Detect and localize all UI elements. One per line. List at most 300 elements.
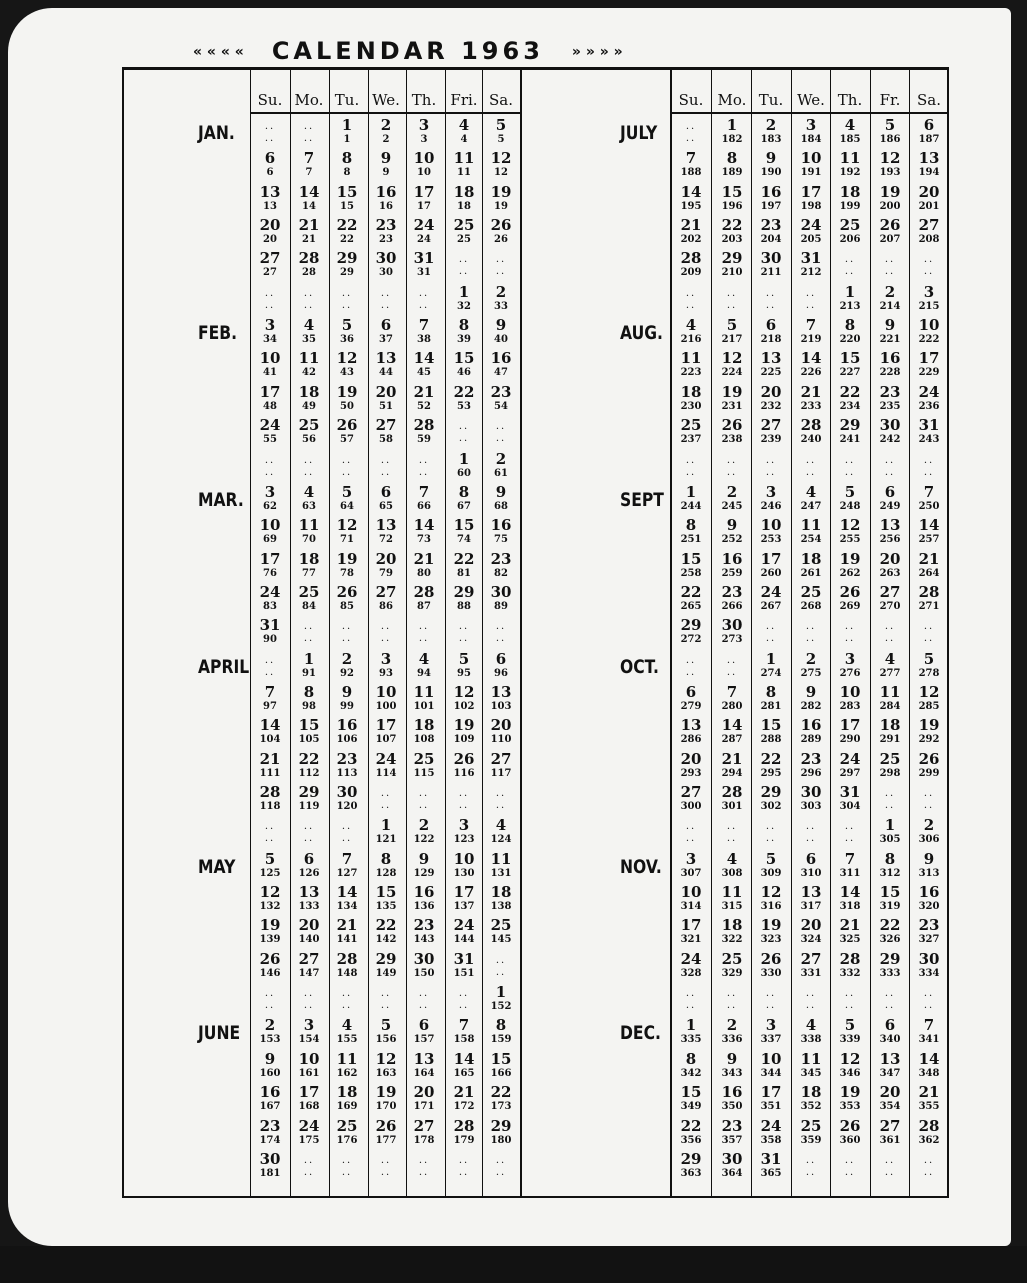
day-of-year: 129 (413, 867, 435, 879)
day-number: 25 (879, 749, 901, 768)
day-number: 2 (380, 116, 392, 134)
day-number: 20 (375, 549, 397, 568)
day-cell (872, 1018, 908, 1045)
day-number: 27 (680, 783, 702, 801)
day-number: 18 (800, 1083, 822, 1102)
day-number: 18 (336, 1083, 358, 1102)
month-label: JAN. (198, 122, 235, 144)
day-of-year: 84 (302, 600, 316, 612)
empty-day-cell (368, 285, 404, 311)
empty-day-cell (406, 785, 442, 811)
day-number: 27 (375, 582, 397, 601)
day-of-year: 150 (413, 967, 435, 979)
day-number: 31 (760, 1149, 782, 1168)
day-number: 12 (259, 883, 281, 902)
day-cell (368, 682, 404, 712)
empty-marker: .. (303, 988, 315, 1000)
day-number: 14 (413, 349, 435, 368)
day-cell (832, 518, 868, 545)
empty-marker: .. (923, 633, 935, 645)
day-number: 26 (760, 949, 782, 968)
day-cell (446, 949, 482, 979)
day-of-year: 86 (379, 600, 393, 612)
empty-marker: .. (264, 666, 276, 678)
empty-marker: .. (844, 454, 856, 466)
empty-day-cell (329, 618, 365, 644)
day-number: 15 (375, 883, 397, 902)
day-cell (911, 1049, 947, 1079)
day-of-year: 178 (413, 1134, 435, 1146)
day-number: 25 (490, 916, 512, 935)
day-of-year: 197 (760, 200, 782, 212)
empty-day-cell (446, 618, 482, 644)
day-number: 27 (879, 1116, 901, 1135)
empty-marker: .. (765, 621, 777, 633)
empty-marker: .. (884, 254, 896, 266)
day-number: 21 (336, 916, 358, 935)
day-of-year: 323 (760, 934, 782, 946)
day-cell (329, 718, 365, 745)
day-of-year: 165 (453, 1067, 475, 1079)
empty-day-cell (872, 785, 908, 811)
day-cell (911, 518, 947, 545)
day-cell (483, 749, 519, 779)
day-of-year: 153 (259, 1034, 281, 1046)
day-number: 26 (490, 216, 512, 235)
day-cell (291, 582, 327, 612)
day-number: 13 (800, 883, 822, 902)
day-cell (832, 318, 868, 345)
day-of-year: 309 (760, 867, 782, 879)
day-of-year: 263 (879, 567, 901, 579)
empty-marker: .. (685, 133, 697, 144)
empty-marker: .. (726, 1000, 738, 1012)
day-number: 27 (413, 1116, 435, 1135)
day-of-year: 37 (379, 334, 393, 346)
day-of-year: 100 (375, 700, 397, 712)
day-of-year: 278 (918, 667, 940, 679)
day-number: 17 (413, 182, 435, 201)
empty-marker: .. (884, 266, 896, 278)
day-number: 28 (259, 783, 281, 801)
day-of-year: 151 (453, 967, 475, 979)
day-number: 22 (680, 1116, 702, 1135)
day-number: 14 (680, 182, 702, 201)
empty-marker: .. (341, 633, 353, 645)
day-of-year: 214 (879, 300, 901, 312)
day-of-year: 64 (340, 500, 354, 512)
column-rule (670, 67, 672, 1198)
day-number: 20 (879, 549, 901, 568)
empty-marker: .. (380, 1154, 392, 1166)
day-number: 18 (413, 716, 435, 735)
empty-marker: .. (685, 654, 697, 666)
day-number: 9 (380, 149, 392, 168)
day-cell (673, 1149, 709, 1179)
day-cell (911, 549, 947, 579)
day-cell (673, 1085, 709, 1112)
empty-marker: .. (495, 633, 507, 645)
day-number: 29 (760, 783, 782, 801)
empty-marker: .. (458, 254, 470, 266)
day-of-year: 220 (839, 334, 861, 346)
column-rule (711, 67, 712, 1198)
day-cell (832, 218, 868, 245)
day-cell (911, 118, 947, 145)
day-number: 30 (721, 616, 743, 635)
empty-marker: .. (303, 633, 315, 645)
day-number: 4 (341, 1016, 353, 1035)
day-of-year: 294 (721, 767, 743, 779)
day-cell (673, 351, 709, 378)
day-number: 2 (264, 1016, 276, 1035)
day-cell (714, 549, 750, 579)
day-cell (291, 949, 327, 979)
day-cell (673, 518, 709, 545)
day-cell (753, 482, 789, 512)
day-cell (329, 849, 365, 879)
day-of-year: 4 (460, 134, 468, 145)
day-number: 14 (259, 716, 281, 735)
day-number: 13 (375, 516, 397, 535)
empty-day-cell (753, 985, 789, 1011)
day-number: 10 (375, 682, 397, 701)
day-number: 29 (680, 616, 702, 635)
day-number: 2 (805, 649, 817, 668)
empty-marker: .. (884, 466, 896, 478)
day-of-year: 119 (298, 801, 320, 812)
day-cell (714, 918, 750, 945)
day-of-year: 16 (379, 200, 393, 212)
day-cell (714, 582, 750, 612)
day-number: 4 (805, 482, 817, 501)
day-cell (406, 518, 442, 545)
day-number: 19 (839, 549, 861, 568)
day-cell (252, 718, 288, 745)
day-cell (673, 918, 709, 945)
day-cell (329, 682, 365, 712)
day-number: 7 (805, 316, 817, 335)
day-of-year: 193 (879, 167, 901, 179)
day-number: 26 (879, 216, 901, 235)
empty-marker: .. (884, 621, 896, 633)
day-number: 3 (923, 282, 935, 301)
day-of-year: 342 (680, 1067, 702, 1079)
day-of-year: 105 (298, 734, 320, 746)
day-of-year: 276 (839, 667, 861, 679)
day-of-year: 183 (760, 134, 782, 145)
empty-marker: .. (341, 466, 353, 478)
day-of-year: 42 (302, 367, 316, 379)
day-cell (673, 251, 709, 278)
day-of-year: 219 (800, 334, 822, 346)
day-cell (446, 118, 482, 145)
day-number: 17 (800, 182, 822, 201)
day-of-year: 184 (800, 134, 822, 145)
day-cell (483, 1085, 519, 1112)
day-of-year: 314 (680, 901, 702, 913)
empty-marker: .. (884, 800, 896, 811)
empty-day-cell (872, 618, 908, 644)
day-of-year: 333 (879, 967, 901, 979)
day-number: 14 (721, 716, 743, 735)
day-of-year: 164 (413, 1067, 435, 1079)
empty-marker: .. (685, 121, 697, 132)
day-number: 8 (458, 316, 470, 335)
empty-marker: .. (884, 1000, 896, 1012)
day-number: 3 (458, 816, 470, 835)
empty-marker: .. (884, 788, 896, 799)
empty-marker: .. (264, 287, 276, 299)
day-cell (406, 885, 442, 912)
day-cell (483, 282, 519, 312)
day-of-year: 21 (302, 234, 316, 246)
day-of-year: 187 (918, 134, 940, 145)
day-number: 21 (721, 749, 743, 768)
day-of-year: 252 (721, 534, 743, 546)
day-of-year: 60 (457, 467, 471, 479)
day-of-year: 92 (340, 667, 354, 679)
day-number: 8 (685, 516, 697, 535)
day-of-year: 221 (879, 334, 901, 346)
day-cell (832, 151, 868, 178)
day-number: 24 (259, 582, 281, 601)
day-of-year: 281 (760, 700, 782, 712)
empty-day-cell (911, 785, 947, 811)
day-of-year: 89 (494, 600, 508, 612)
column-rule (830, 67, 831, 1198)
day-cell (832, 849, 868, 879)
day-number: 17 (839, 716, 861, 735)
day-number: 17 (918, 349, 940, 368)
day-of-year: 168 (298, 1101, 320, 1113)
day-number: 28 (298, 249, 320, 268)
day-of-year: 19 (494, 200, 508, 212)
empty-day-cell (832, 1152, 868, 1178)
empty-marker: .. (726, 833, 738, 845)
day-number: 21 (800, 382, 822, 401)
day-number: 18 (839, 182, 861, 201)
day-cell (406, 818, 442, 845)
day-cell (406, 118, 442, 145)
day-of-year: 95 (457, 667, 471, 679)
day-number: 2 (765, 116, 777, 134)
day-of-year: 271 (918, 600, 940, 612)
day-number: 21 (839, 916, 861, 935)
day-number: 16 (490, 349, 512, 368)
day-of-year: 87 (417, 600, 431, 612)
day-cell (446, 482, 482, 512)
day-of-year: 133 (298, 901, 320, 913)
day-number: 24 (680, 949, 702, 968)
day-cell (483, 518, 519, 545)
day-number: 30 (760, 249, 782, 268)
empty-marker: .. (765, 833, 777, 845)
day-of-year: 363 (680, 1167, 702, 1179)
day-header-right: Su. (678, 91, 704, 109)
day-of-year: 204 (760, 234, 782, 246)
day-of-year: 13 (263, 200, 277, 212)
empty-marker: .. (303, 821, 315, 833)
day-cell (673, 618, 709, 645)
binder-edge (0, 1246, 1027, 1283)
day-number: 16 (879, 349, 901, 368)
day-of-year: 329 (721, 967, 743, 979)
empty-marker: .. (418, 466, 430, 478)
day-of-year: 316 (760, 901, 782, 913)
day-number: 11 (490, 849, 512, 868)
day-cell (368, 418, 404, 445)
day-of-year: 30 (379, 267, 393, 279)
day-number: 26 (839, 1116, 861, 1135)
month-label: FEB. (198, 322, 238, 345)
day-number: 4 (303, 482, 315, 501)
day-cell (291, 1049, 327, 1079)
empty-day-cell (872, 251, 908, 277)
day-of-year: 83 (263, 600, 277, 612)
empty-marker: .. (805, 833, 817, 845)
day-number: 13 (879, 516, 901, 535)
day-cell (406, 549, 442, 579)
day-number: 13 (760, 349, 782, 368)
empty-marker: .. (765, 299, 777, 311)
day-number: 19 (839, 1083, 861, 1102)
day-cell (911, 949, 947, 979)
day-cell (753, 785, 789, 812)
day-of-year: 179 (453, 1134, 475, 1146)
day-of-year: 70 (302, 534, 316, 546)
day-of-year: 26 (494, 234, 508, 246)
day-cell (911, 1085, 947, 1112)
empty-marker: .. (923, 454, 935, 466)
day-cell (291, 251, 327, 278)
empty-marker: .. (303, 287, 315, 299)
day-number: 11 (800, 1049, 822, 1068)
day-of-year: 9 (382, 167, 390, 179)
day-cell (911, 849, 947, 879)
day-number: 17 (259, 382, 281, 401)
day-cell (673, 549, 709, 579)
day-cell (446, 518, 482, 545)
day-of-year: 176 (336, 1134, 358, 1146)
day-of-year: 124 (490, 834, 512, 846)
day-number: 9 (884, 316, 896, 335)
day-of-year: 227 (839, 367, 861, 379)
day-cell (714, 251, 750, 278)
day-of-year: 66 (417, 500, 431, 512)
day-number: 16 (721, 549, 743, 568)
day-cell (483, 818, 519, 845)
day-cell (291, 382, 327, 412)
day-cell (406, 1116, 442, 1146)
day-number: 17 (259, 549, 281, 568)
empty-marker: .. (303, 133, 315, 144)
month-label: MAY (198, 855, 236, 878)
day-of-year: 287 (721, 734, 743, 746)
day-of-year: 365 (760, 1167, 782, 1179)
day-of-year: 261 (800, 567, 822, 579)
day-number: 5 (341, 482, 353, 501)
day-number: 10 (839, 682, 861, 701)
day-number: 10 (298, 1049, 320, 1068)
day-cell (483, 318, 519, 345)
day-number: 12 (760, 883, 782, 902)
day-of-year: 202 (680, 234, 702, 246)
day-cell (832, 351, 868, 378)
empty-marker: .. (380, 466, 392, 478)
day-of-year: 265 (680, 600, 702, 612)
day-of-year: 7 (305, 167, 313, 179)
empty-day-cell (714, 285, 750, 311)
empty-marker: .. (418, 1154, 430, 1166)
empty-marker: .. (685, 466, 697, 478)
day-of-year: 353 (839, 1101, 861, 1113)
day-cell (872, 682, 908, 712)
day-cell (329, 382, 365, 412)
day-of-year: 8 (343, 167, 351, 179)
day-number: 23 (375, 216, 397, 235)
empty-marker: .. (726, 299, 738, 311)
day-cell (673, 885, 709, 912)
empty-marker: .. (726, 666, 738, 678)
day-number: 27 (760, 416, 782, 435)
day-cell (673, 718, 709, 745)
empty-marker: .. (765, 287, 777, 299)
empty-day-cell (291, 985, 327, 1011)
empty-marker: .. (765, 1000, 777, 1012)
day-cell (291, 182, 327, 212)
day-cell (368, 718, 404, 745)
day-cell (832, 382, 868, 412)
title-right-quotes: » » » » (571, 44, 623, 60)
column-rule (870, 67, 871, 1198)
day-number: 15 (879, 883, 901, 902)
day-of-year: 156 (375, 1034, 397, 1046)
empty-marker: .. (380, 1000, 392, 1012)
day-number: 30 (721, 1149, 743, 1168)
day-cell (872, 1116, 908, 1146)
day-of-year: 125 (259, 867, 281, 879)
day-cell (368, 1018, 404, 1045)
day-cell (673, 749, 709, 779)
day-number: 11 (453, 149, 475, 168)
empty-day-cell (793, 985, 829, 1011)
day-number: 29 (453, 582, 475, 601)
day-of-year: 29 (340, 267, 354, 279)
day-number: 4 (418, 649, 430, 668)
day-of-year: 190 (760, 167, 782, 179)
day-of-year: 279 (680, 700, 702, 712)
month-label: SEPT (620, 488, 664, 511)
day-of-year: 259 (721, 567, 743, 579)
day-of-year: 289 (800, 734, 822, 746)
day-cell (872, 151, 908, 178)
day-number: 16 (413, 883, 435, 902)
day-cell (252, 885, 288, 912)
empty-marker: .. (805, 454, 817, 466)
day-of-year: 266 (721, 600, 743, 612)
day-number: 14 (336, 883, 358, 902)
day-cell (911, 749, 947, 779)
day-of-year: 260 (760, 567, 782, 579)
day-number: 9 (805, 682, 817, 701)
day-number: 8 (458, 482, 470, 501)
day-of-year: 210 (721, 267, 743, 279)
day-number: 29 (721, 249, 743, 268)
day-cell (329, 151, 365, 178)
day-cell (252, 618, 288, 645)
day-cell (252, 949, 288, 979)
